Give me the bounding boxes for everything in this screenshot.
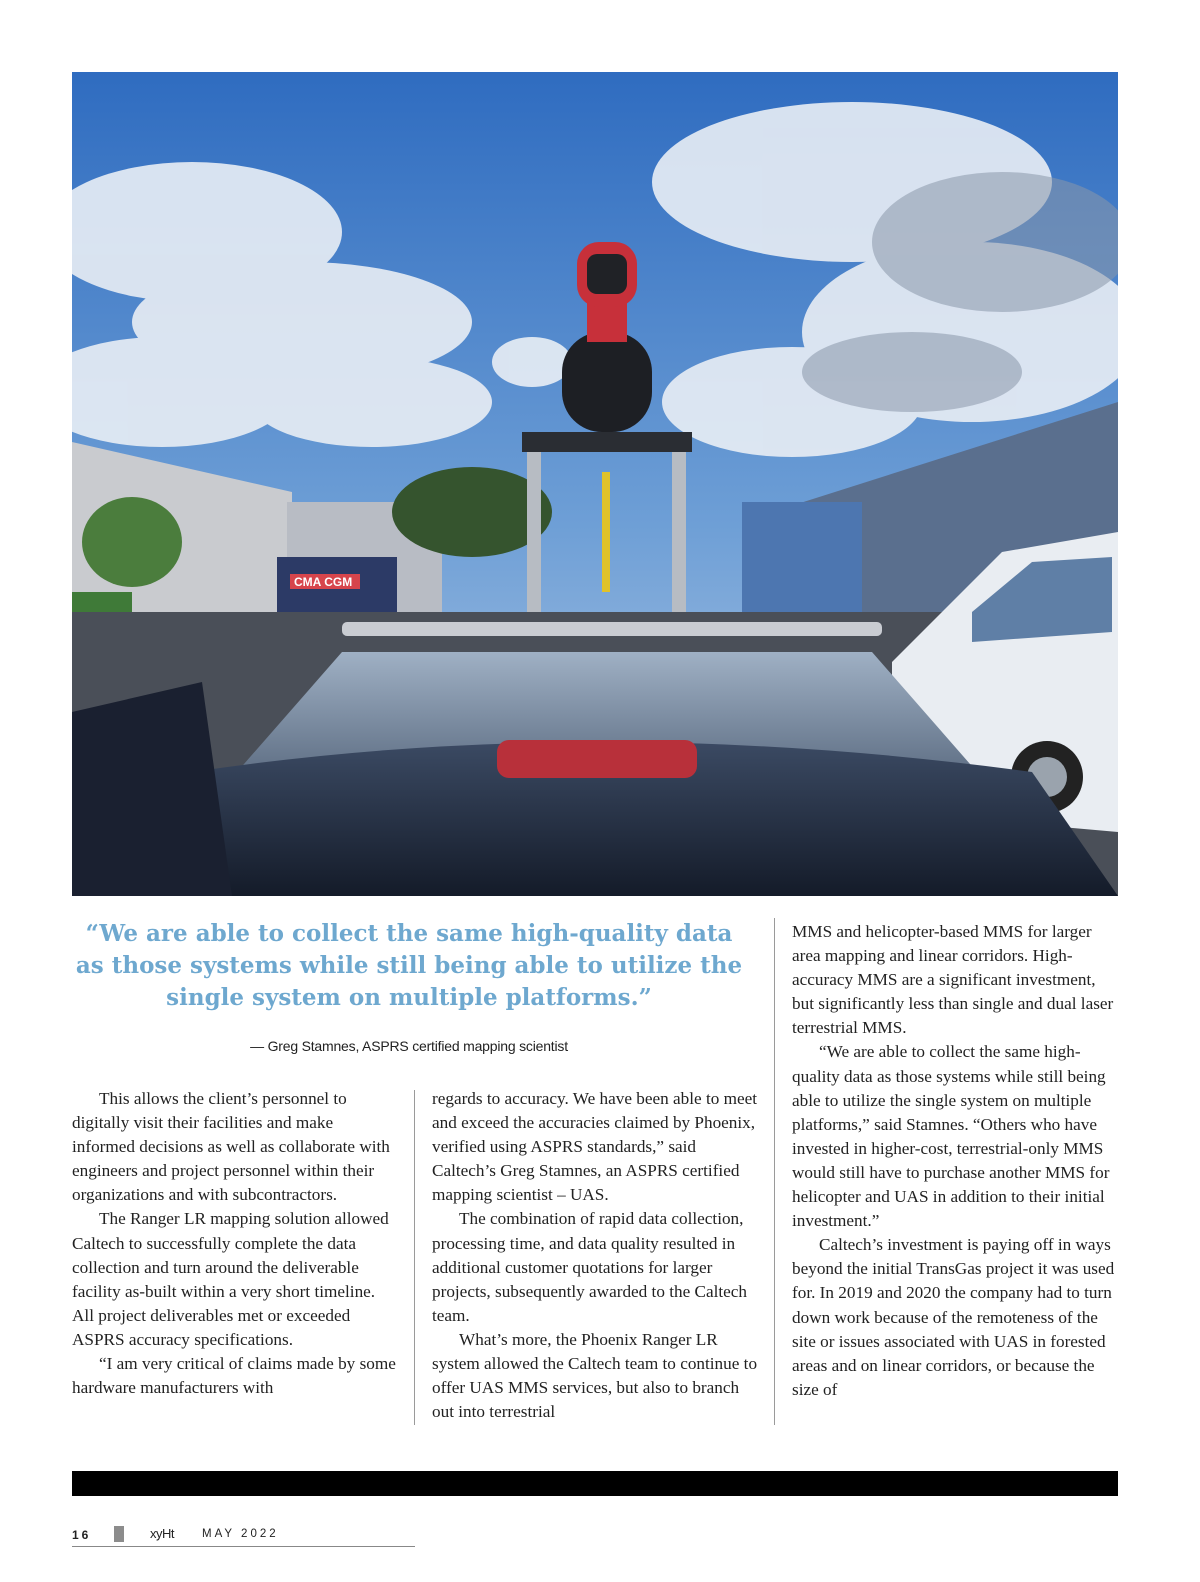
container-lettering: CMA CGM xyxy=(294,575,353,589)
pull-quote-attribution: — Greg Stamnes, ASPRS certified mapping scientist xyxy=(250,1038,568,1054)
paragraph: “We are able to collect the same high-quality data as those systems while still being able to utilize the single system on multiple platforms,” said Stamnes. “Others who have invested in higher-cost, terrestrial-only MMS would still have to purchase another MMS for helicopter and UAS in addition to their initial investment.” xyxy=(792,1042,1110,1231)
paragraph: regards to accuracy. We have been able to meet and exceed the accuracies claimed by Phoenix, verified using ASPRS standards,” said Caltech’s Greg Stamnes, an ASPRS certified mapping scientist – UAS. xyxy=(432,1089,758,1205)
article-column-2 xyxy=(432,1087,760,1424)
issue-date: MAY 2022 xyxy=(202,1528,279,1540)
paragraph: Caltech’s investment is paying off in ways beyond the initial TransGas project it was used for. In 2019 and 2020 the company had to turn down work because of the remoteness of the site or issues associated with UAS in forested areas and on linear corridors, or because the size of xyxy=(792,1235,1115,1399)
paragraph: This allows the client’s personnel to digitally visit their facilities and make informed decisions as well as collaborate with engineers and project personnel within their organizations and with subcontractors. xyxy=(72,1089,390,1205)
magazine-name: xyHt xyxy=(150,1526,174,1541)
paragraph: What’s more, the Phoenix Ranger LR system allowed the Caltech team to continue to offer UAS MMS services, but also to branch out into terrestrial xyxy=(432,1329,758,1422)
article-photo xyxy=(72,72,1118,896)
page-footer xyxy=(72,1524,415,1547)
column-divider xyxy=(414,1090,415,1425)
paragraph: “I am very critical of claims made by some hardware manufacturers with xyxy=(72,1354,396,1398)
article-column-3 xyxy=(792,920,1120,1402)
footer-black-bar xyxy=(72,1471,1118,1496)
paragraph: MMS and helicopter-based MMS for larger area mapping and linear corridors. High-accuracy MMS are a significant investment, but significantly less than single and dual laser terrestrial MMS. xyxy=(792,922,1114,1038)
pull-quote-text: “We are able to collect the same high-quality data as those systems while still being able to utilize the single system on multiple platforms.” xyxy=(75,920,743,1011)
pull-quote xyxy=(72,918,746,1054)
page-number: 16 xyxy=(72,1528,92,1542)
paragraph: The combination of rapid data collection, processing time, and data quality resulted in additional customer quotations for larger projects, subsequently awarded to the Caltech team. xyxy=(432,1209,748,1325)
footer-separator xyxy=(114,1526,124,1542)
article-column-1 xyxy=(72,1087,398,1400)
column-divider xyxy=(774,918,775,1425)
paragraph: The Ranger LR mapping solution allowed Caltech to successfully complete the data collection and turn around the deliverable facility as-built within a very short timeline. All project deliverables met or exceeded ASPRS accuracy specifications. xyxy=(72,1209,389,1349)
